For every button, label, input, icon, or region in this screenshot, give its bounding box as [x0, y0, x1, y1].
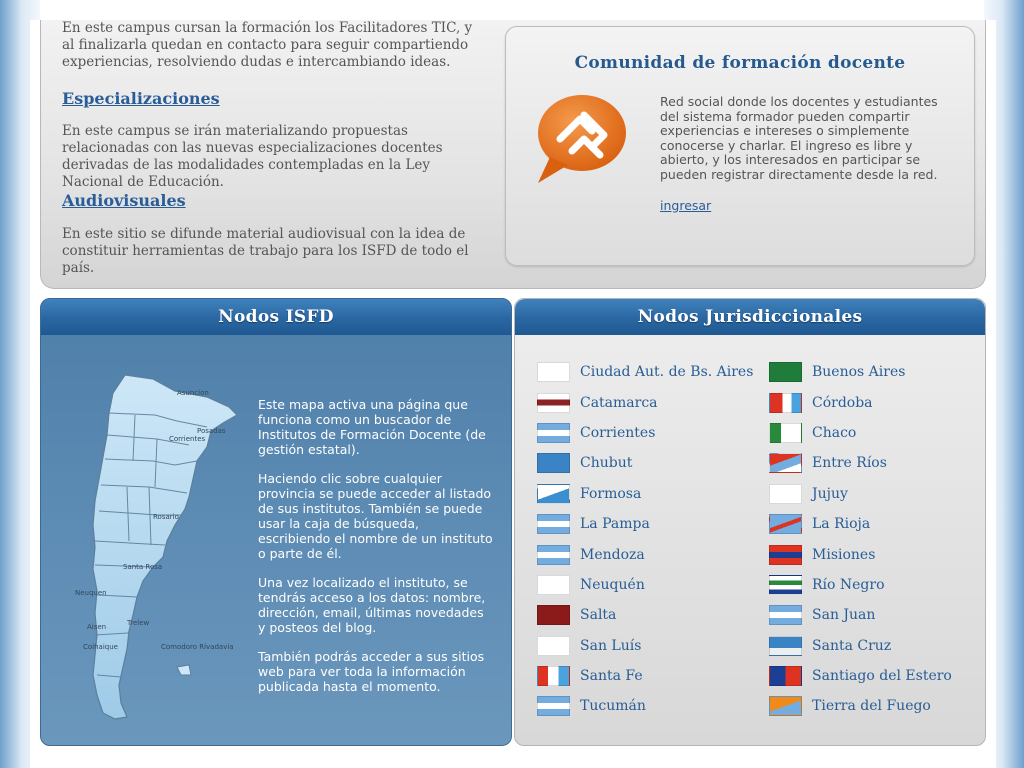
- province-label: Córdoba: [812, 394, 873, 411]
- argentina-map-icon[interactable]: [57, 369, 257, 739]
- province-label: Santa Cruz: [812, 637, 892, 654]
- neuquen-flag-icon: [537, 575, 570, 595]
- province-link-cordoba[interactable]: [769, 387, 986, 417]
- cordoba-flag-icon: [769, 393, 802, 413]
- ingresar-link[interactable]: ingresar: [660, 198, 712, 213]
- province-link-catamarca[interactable]: [537, 387, 757, 417]
- province-link-lapampa[interactable]: [537, 509, 757, 539]
- province-label: Neuquén: [580, 576, 645, 593]
- chat-bubble-logo-icon: [532, 91, 628, 187]
- mendoza-flag-icon: [537, 545, 570, 565]
- province-link-corrientes[interactable]: [537, 418, 757, 448]
- province-link-misiones[interactable]: [769, 539, 986, 569]
- province-link-tucuman[interactable]: [537, 691, 757, 721]
- map-label-neuquen: Neuquen: [75, 589, 107, 597]
- corrientes-flag-icon: [537, 423, 570, 443]
- province-link-larioja[interactable]: [769, 509, 986, 539]
- province-label: Tucumán: [580, 698, 646, 715]
- province-link-mendoza[interactable]: [537, 539, 757, 569]
- province-link-entrerios[interactable]: [769, 448, 986, 478]
- province-label: La Pampa: [580, 516, 650, 533]
- map-label-comodoro: Comodoro Rivadavia: [161, 643, 234, 651]
- chaco-flag-icon: [769, 423, 802, 443]
- community-description: Red social donde los docentes y estudiantes del sistema formador pueden compartir experiencias e intereses o simplemente conocerse y charlar. El ingreso es libre y abierto, y los interesados en participar se pueden registrar directamente desde la red.: [660, 94, 938, 182]
- rionegro-flag-icon: [769, 575, 802, 595]
- province-link-sanluis[interactable]: [537, 631, 757, 661]
- top-strip: [0, 0, 1024, 20]
- campus-panel: [40, 20, 986, 289]
- province-label: Santiago del Estero: [812, 668, 952, 685]
- formosa-flag-icon: [537, 484, 570, 504]
- province-link-rionegro[interactable]: [769, 570, 986, 600]
- province-label: San Juan: [812, 607, 876, 624]
- map-label-santa-rosa: Santa Rosa: [123, 563, 163, 571]
- province-label: Chubut: [580, 455, 633, 472]
- province-label: Tierra del Fuego: [812, 698, 931, 715]
- province-link-caba[interactable]: [537, 357, 757, 387]
- province-label: Ciudad Aut. de Bs. Aires: [580, 364, 754, 381]
- province-link-sanjuan[interactable]: [769, 600, 986, 630]
- nodos-isfd-title: Nodos ISFD: [41, 299, 511, 335]
- tdf-flag-icon: [769, 696, 802, 716]
- caba-flag-icon: [537, 362, 570, 382]
- santafe-flag-icon: [537, 666, 570, 686]
- province-label: Catamarca: [580, 394, 658, 411]
- nodos-isfd-panel: [40, 298, 512, 746]
- province-label: San Luís: [580, 637, 642, 654]
- isfd-text-2: Haciendo clic sobre cualquier provincia se puede acceder al listado de sus institutos. También se puede usar la caja de búsqueda, escribiendo el nombre de un instituto o parte de él.: [258, 471, 493, 561]
- province-label: Salta: [580, 607, 617, 624]
- province-link-buenosaires[interactable]: [769, 357, 986, 387]
- province-label: La Rioja: [812, 516, 871, 533]
- map-label-rosario: Rosario: [153, 513, 179, 521]
- map-label-corrientes: Corrientes: [169, 435, 206, 443]
- sanluis-flag-icon: [537, 636, 570, 656]
- audiovisuales-text: En este sitio se difunde material audiovisual con la idea de constituir herramientas de trabajo para los ISFD de todo el país.: [62, 226, 469, 276]
- province-link-formosa[interactable]: [537, 479, 757, 509]
- especializaciones-link[interactable]: Especializaciones: [62, 89, 220, 108]
- province-link-jujuy[interactable]: [769, 479, 986, 509]
- isfd-text-3: Una vez localizado el instituto, se tendrás acceso a los datos: nombre, dirección, email, últimas novedades y posteos del blog.: [258, 575, 486, 635]
- tucuman-flag-icon: [537, 696, 570, 716]
- nodos-jurisdiccionales-title: Nodos Jurisdiccionales: [515, 299, 985, 335]
- province-label: Buenos Aires: [812, 364, 906, 381]
- province-link-tdf[interactable]: [769, 691, 986, 721]
- province-link-santiago[interactable]: [769, 661, 986, 691]
- map-label-trelew: Trelew: [127, 619, 150, 627]
- province-label: Entre Ríos: [812, 455, 887, 472]
- audiovisuales-link[interactable]: Audiovisuales: [62, 191, 186, 210]
- community-title: Comunidad de formación docente: [574, 53, 906, 73]
- province-label: Misiones: [812, 546, 876, 563]
- page: [30, 20, 996, 768]
- lapampa-flag-icon: [537, 514, 570, 534]
- map-label-coihaique: Coihaique: [83, 643, 118, 651]
- chubut-flag-icon: [537, 453, 570, 473]
- province-label: Chaco: [812, 424, 857, 441]
- isfd-text-1: Este mapa activa una página que funciona como un buscador de Institutos de Formación Docente (de gestión estatal).: [258, 397, 486, 457]
- jujuy-flag-icon: [769, 484, 802, 504]
- province-link-neuquen[interactable]: [537, 570, 757, 600]
- nodos-isfd-description: [258, 397, 493, 708]
- entrerios-flag-icon: [769, 453, 802, 473]
- province-label: Santa Fe: [580, 668, 643, 685]
- province-label: Formosa: [580, 485, 642, 502]
- buenosaires-flag-icon: [769, 362, 802, 382]
- map-label-aisen: Aisen: [87, 623, 107, 631]
- map-label-asuncion: Asuncion: [177, 389, 209, 397]
- province-label: Mendoza: [580, 546, 645, 563]
- campus-facilitadores-text: En este campus cursan la formación los Facilitadores TIC, y al finalizarla quedan en contacto para seguir compartiendo experiencias, resolviendo dudas e intercambiando ideas.: [62, 20, 473, 70]
- province-label: Corrientes: [580, 424, 656, 441]
- santiago-flag-icon: [769, 666, 802, 686]
- catamarca-flag-icon: [537, 393, 570, 413]
- sanjuan-flag-icon: [769, 605, 802, 625]
- provinces-right-column: [769, 357, 986, 722]
- province-link-chubut[interactable]: [537, 448, 757, 478]
- province-link-salta[interactable]: [537, 600, 757, 630]
- province-link-chaco[interactable]: [769, 418, 986, 448]
- province-label: Río Negro: [812, 576, 885, 593]
- community-box: [505, 26, 975, 266]
- map-label-posadas: Posadas: [197, 427, 226, 435]
- isfd-text-4: También podrás acceder a sus sitios web para ver toda la información publicada hasta el momento.: [258, 649, 485, 694]
- province-link-santafe[interactable]: [537, 661, 757, 691]
- nodos-jurisdiccionales-panel: [514, 298, 986, 746]
- province-link-santacruz[interactable]: [769, 631, 986, 661]
- misiones-flag-icon: [769, 545, 802, 565]
- province-label: Jujuy: [812, 485, 848, 502]
- salta-flag-icon: [537, 605, 570, 625]
- provinces-left-column: [537, 357, 757, 722]
- santacruz-flag-icon: [769, 636, 802, 656]
- larioja-flag-icon: [769, 514, 802, 534]
- especializaciones-text: En este campus se irán materializando propuestas relacionadas con las nuevas especializaciones docentes derivadas de las modalidades contempladas en la Ley Nacional de Educación.: [62, 123, 443, 190]
